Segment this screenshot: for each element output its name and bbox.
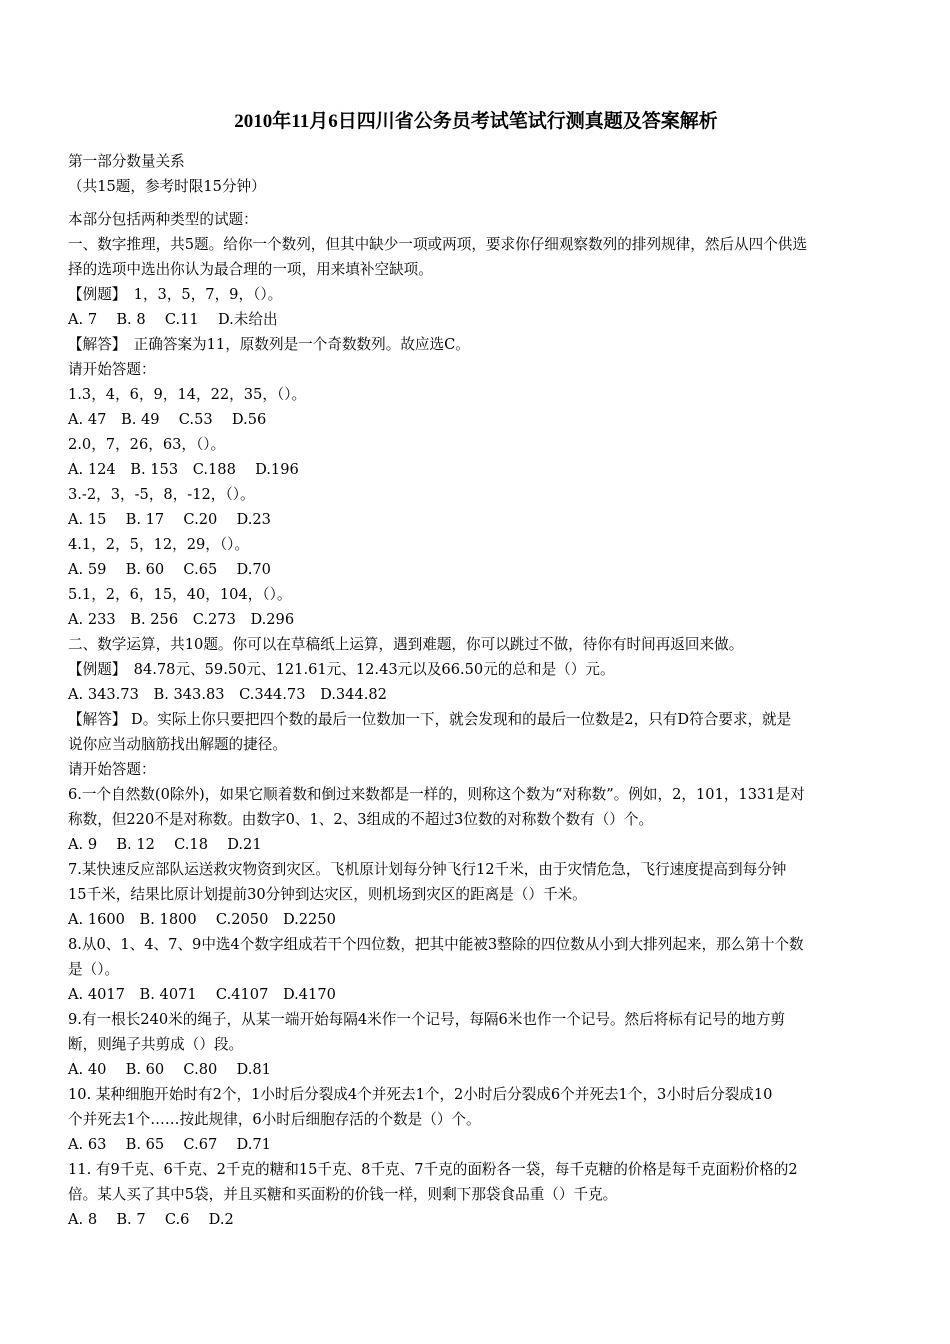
text-line: 【解答】 D。实际上你只要把四个数的最后一位数加一下，就会发现和的最后一位数是2，只有D符合要求，就是 [68, 711, 792, 728]
text-line: 择的选项中选出你认为最合理的一项，用来填补空缺项。 [68, 261, 433, 278]
text-line: A. 15 B. 17 C.20 D.23 [68, 511, 271, 528]
text-line: 倍。某人买了其中5袋，并且买糖和买面粉的价钱一样，则剩下那袋食品重（）千克。 [68, 1186, 618, 1203]
text-line: 1.3，4，6，9，14，22，35，（）。 [68, 386, 307, 403]
document-body [68, 149, 884, 1232]
text-line: 7.某快速反应部队运送救灾物资到灾区。飞机原计划每分钟飞行12千米，由于灾情危急，飞行速度提高到每分钟 [68, 861, 787, 878]
text-line: 请开始答题： [68, 761, 156, 778]
text-line: 5.1，2，6，15，40，104，（）。 [68, 586, 292, 603]
text-line: 3.-2，3，-5，8，-12，（）。 [68, 486, 255, 503]
document-title: 2010年11月6日四川省公务员考试笔试行测真题及答案解析 [234, 111, 718, 132]
text-line: 6.一个自然数(0除外)，如果它顺着数和倒过来数都是一样的，则称这个数为“对称数”。例如，2，101，1331是对 [68, 786, 805, 803]
text-line: A. 124 B. 153 C.188 D.196 [68, 461, 299, 478]
text-line: 10. 某种细胞开始时有2个，1小时后分裂成4个并死去1个，2小时后分裂成6个并死去1个，3小时后分裂成10 [68, 1086, 773, 1103]
document-page [68, 96, 884, 1232]
text-line: 断，则绳子共剪成（）段。 [68, 1036, 244, 1053]
spacer [68, 199, 884, 207]
text-line: 个并死去1个……按此规律，6小时后细胞存活的个数是（）个。 [68, 1111, 481, 1128]
text-line: 15千米，结果比原计划提前30分钟到达灾区，则机场到灾区的距离是（）千米。 [68, 886, 587, 903]
text-line: 本部分包括两种类型的试题： [68, 211, 258, 228]
text-line: A. 9 B. 12 C.18 D.21 [68, 836, 262, 853]
text-line: 11. 有9千克、6千克、2千克的糖和15千克、8千克、7千克的面粉各一袋，每千克糖的价格是每千克面粉价格的2 [68, 1161, 798, 1178]
text-line: 请开始答题： [68, 361, 156, 378]
text-line: （共15题，参考时限15分钟） [68, 178, 266, 195]
text-line: 【例题】 1，3，5，7，9，（）。 [68, 286, 283, 303]
text-line: 8.从0、1、4、7、9中选4个数字组成若干个四位数，把其中能被3整除的四位数从小到大排列起来，那么第十个数 [68, 936, 804, 953]
text-line: A. 8 B. 7 C.6 D.2 [68, 1211, 234, 1228]
text-line: A. 4017 B. 4071 C.4107 D.4170 [68, 986, 336, 1003]
text-line: A. 59 B. 60 C.65 D.70 [68, 561, 271, 578]
text-line: A. 1600 B. 1800 C.2050 D.2250 [68, 911, 336, 928]
text-line: 2.0，7，26，63，（）。 [68, 436, 226, 453]
text-line: 第一部分数量关系 [68, 153, 185, 170]
text-line: A. 7 B. 8 C.11 D.未给出 [68, 311, 278, 328]
text-line: A. 343.73 B. 343.83 C.344.73 D.344.82 [68, 686, 387, 703]
text-line: A. 47 B. 49 C.53 D.56 [68, 411, 267, 428]
text-line: 称数，但220不是对称数。由数字0、1、2、3组成的不超过3位数的对称数个数有（）个。 [68, 811, 654, 828]
text-line: 是（）。 [68, 961, 120, 978]
text-line: 9.有一根长240米的绳子，从某一端开始每隔4米作一个记号，每隔6米也作一个记号。然后将标有记号的地方剪 [68, 1011, 786, 1028]
text-line: A. 40 B. 60 C.80 D.81 [68, 1061, 271, 1078]
text-line: A. 233 B. 256 C.273 D.296 [68, 611, 295, 628]
text-line: 4.1，2，5，12，29，（）。 [68, 536, 250, 553]
text-line: A. 63 B. 65 C.67 D.71 [68, 1136, 271, 1153]
text-line: 一、数字推理，共5题。给你一个数列，但其中缺少一项或两项，要求你仔细观察数列的排列规律，然后从四个供选 [68, 236, 807, 253]
text-line: 【解答】 正确答案为11，原数列是一个奇数数列。故应选C。 [68, 336, 470, 353]
text-line: 二、数学运算，共10题。你可以在草稿纸上运算，遇到难题，你可以跳过不做，待你有时间再返回来做。 [68, 636, 744, 653]
text-line: 【例题】 84.78元、59.50元、121.61元、12.43元以及66.50元的总和是（）元。 [68, 661, 615, 678]
text-line: 说你应当动脑筋找出解题的捷径。 [68, 736, 287, 753]
